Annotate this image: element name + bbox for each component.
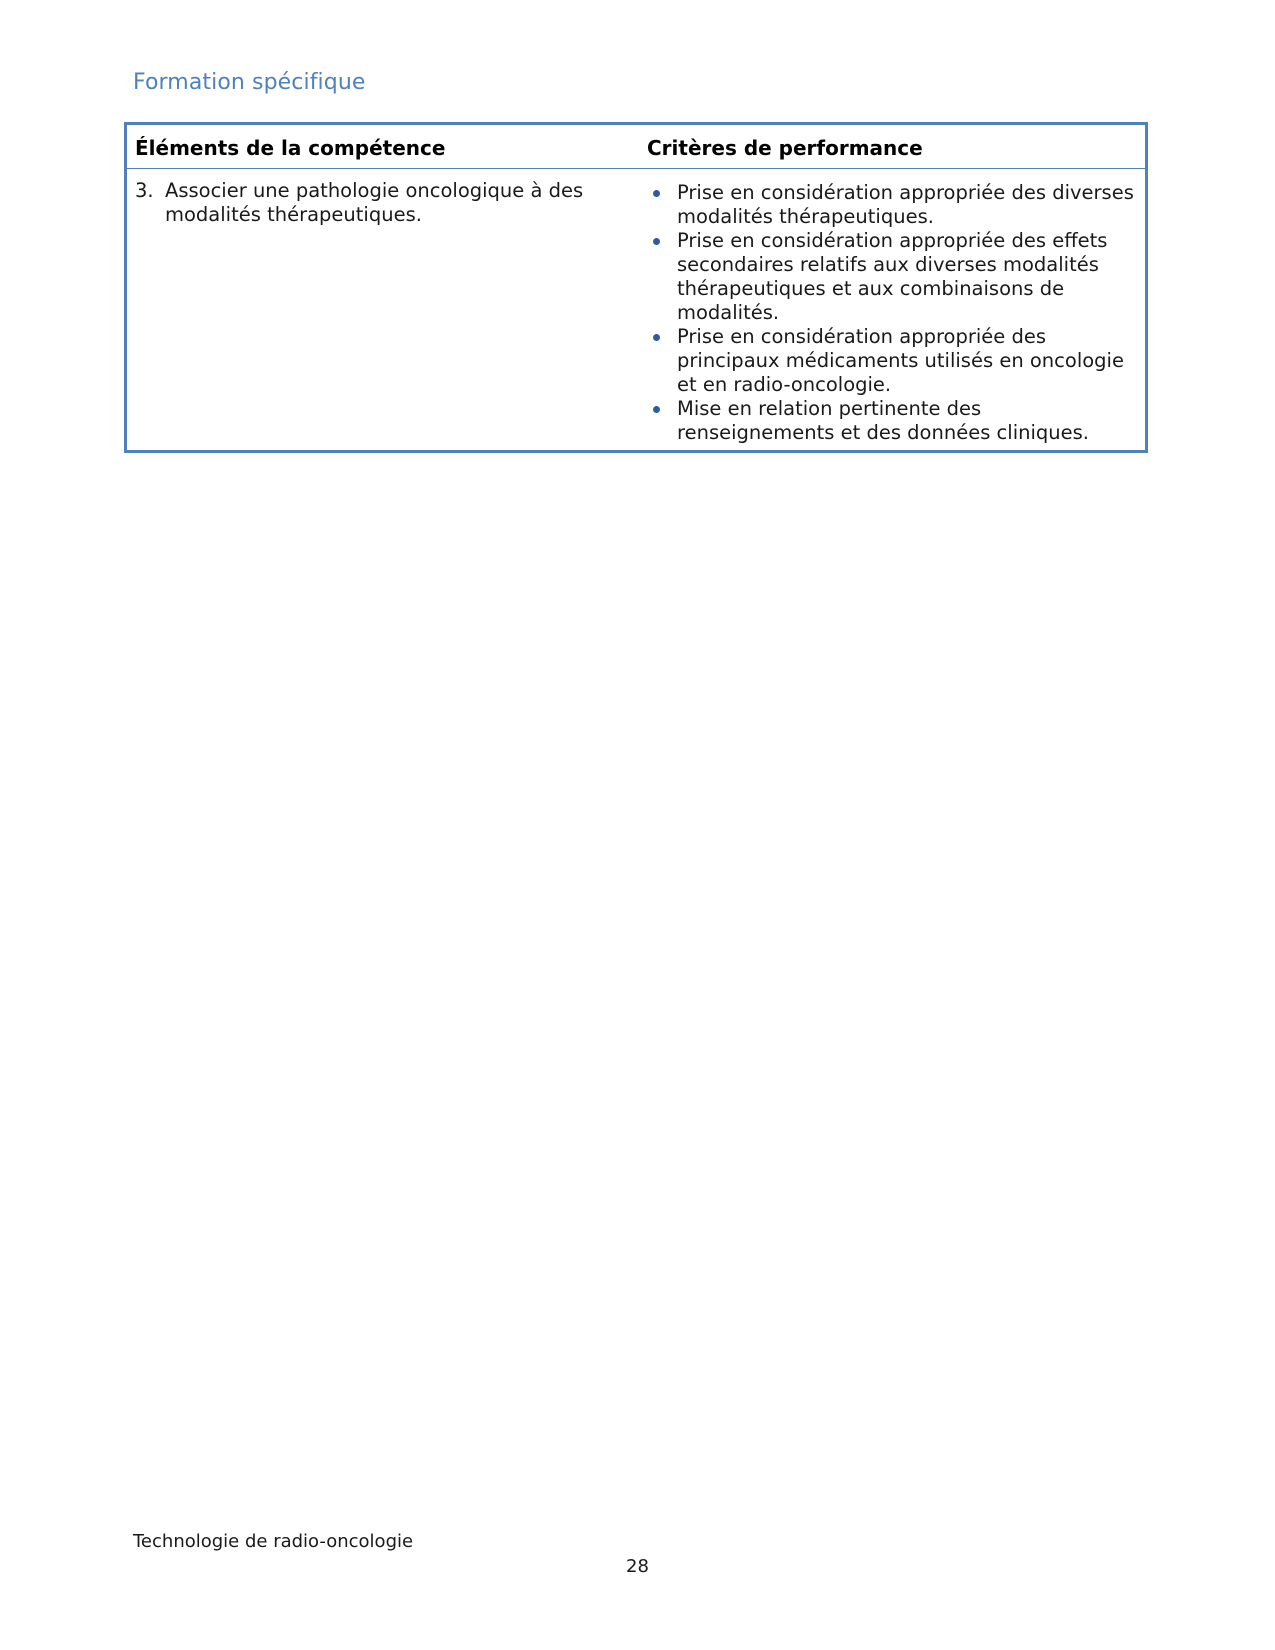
competence-table [124, 122, 1148, 453]
criteria-text: Prise en considération appropriée des diverses modalités thérapeutiques. [677, 181, 1134, 228]
page-number: 28 [626, 1556, 649, 1577]
criteria-item [647, 325, 1137, 397]
header-elements-competence: Éléments de la compétence [126, 124, 640, 169]
criteria-item [647, 229, 1137, 325]
numbered-element [135, 179, 631, 227]
section-title: Formation spécifique [133, 70, 366, 95]
footer-document-title: Technologie de radio-oncologie [133, 1531, 414, 1552]
criteria-item [647, 397, 1137, 445]
bullet-icon [653, 190, 660, 197]
criteria-text: Prise en considération appropriée des effets secondaires relatifs aux diverses modalités thérapeutiques et aux combinaisons de modalités. [677, 229, 1108, 324]
criteria-text: Prise en considération appropriée des principaux médicaments utilisés en oncologie et en radio-oncologie. [677, 325, 1124, 396]
bullet-icon [653, 334, 660, 341]
element-cell [126, 169, 640, 452]
table-header-row [126, 124, 1147, 169]
element-number: 3. [135, 179, 154, 202]
bullet-icon [653, 238, 660, 245]
criteria-item [647, 181, 1137, 229]
element-text: Associer une pathologie oncologique à des modalités thérapeutiques. [165, 179, 584, 226]
criteria-cell [639, 169, 1147, 452]
table-row [126, 169, 1147, 452]
bullet-icon [653, 406, 660, 413]
criteria-text: Mise en relation pertinente des renseignements et des données cliniques. [677, 397, 1089, 444]
header-criteres-performance: Critères de performance [639, 124, 1147, 169]
criteria-list [647, 179, 1137, 445]
